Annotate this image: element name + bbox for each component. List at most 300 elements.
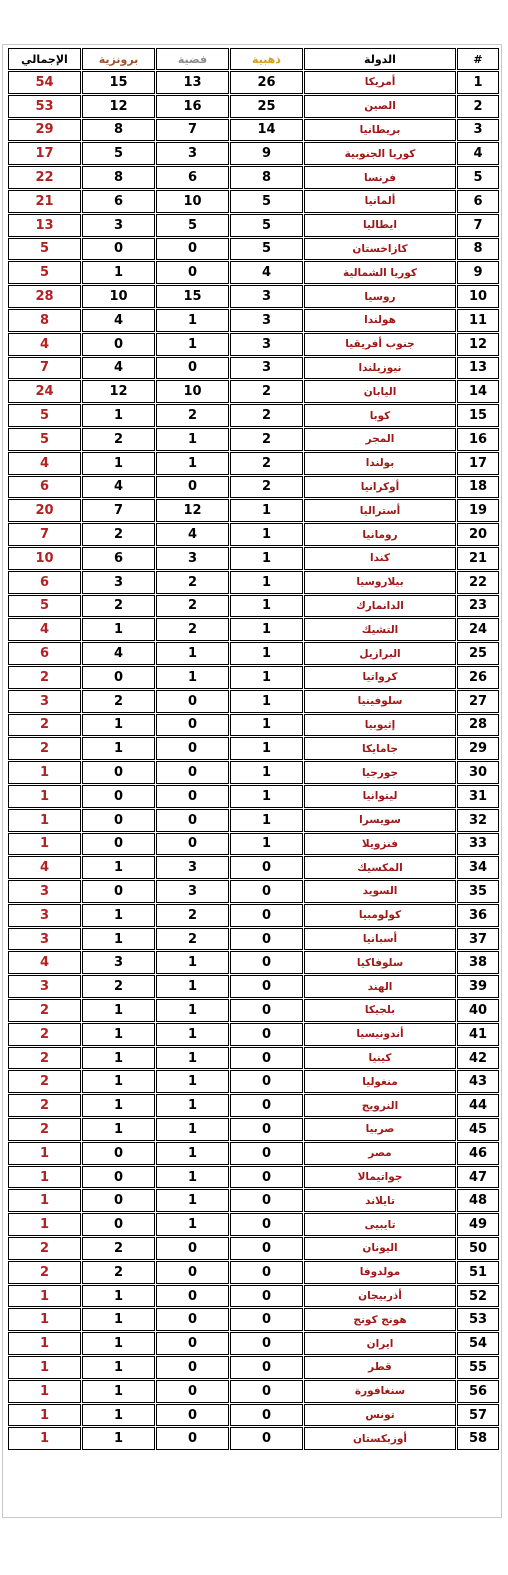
table-row bbox=[8, 1332, 499, 1355]
country-cell: هونج كونج bbox=[304, 1308, 456, 1331]
table-row bbox=[8, 1285, 499, 1308]
country-cell: بلجيكا bbox=[304, 999, 456, 1022]
silver-cell: 1 bbox=[156, 1142, 229, 1165]
bronze-cell: 0 bbox=[82, 761, 155, 784]
country-cell: ألمانيا bbox=[304, 190, 456, 213]
table-row bbox=[8, 214, 499, 237]
bronze-cell: 3 bbox=[82, 951, 155, 974]
rank-cell: 41 bbox=[457, 1023, 499, 1046]
rank-cell: 50 bbox=[457, 1237, 499, 1260]
country-cell: سنغافورة bbox=[304, 1380, 456, 1403]
table-row bbox=[8, 1261, 499, 1284]
gold-cell: 0 bbox=[230, 1332, 303, 1355]
rank-cell: 30 bbox=[457, 761, 499, 784]
silver-cell: 0 bbox=[156, 476, 229, 499]
total-cell: 2 bbox=[8, 737, 81, 760]
gold-cell: 5 bbox=[230, 238, 303, 261]
total-cell: 1 bbox=[8, 1427, 81, 1450]
silver-cell: 10 bbox=[156, 380, 229, 403]
country-cell: قطر bbox=[304, 1356, 456, 1379]
total-cell: 3 bbox=[8, 880, 81, 903]
gold-cell: 2 bbox=[230, 452, 303, 475]
gold-cell: 2 bbox=[230, 380, 303, 403]
silver-cell: 2 bbox=[156, 571, 229, 594]
country-cell: نيوزيلندا bbox=[304, 357, 456, 380]
bronze-cell: 4 bbox=[82, 357, 155, 380]
table-row bbox=[8, 238, 499, 261]
bronze-cell: 1 bbox=[82, 1404, 155, 1427]
rank-cell: 29 bbox=[457, 737, 499, 760]
medal-table bbox=[7, 47, 500, 1451]
country-cell: المجر bbox=[304, 428, 456, 451]
gold-cell: 25 bbox=[230, 95, 303, 118]
total-cell: 1 bbox=[8, 833, 81, 856]
bronze-cell: 1 bbox=[82, 999, 155, 1022]
country-cell: اليونان bbox=[304, 1237, 456, 1260]
rank-cell: 54 bbox=[457, 1332, 499, 1355]
gold-cell: 1 bbox=[230, 690, 303, 713]
gold-cell: 1 bbox=[230, 737, 303, 760]
table-row bbox=[8, 880, 499, 903]
rank-cell: 24 bbox=[457, 618, 499, 641]
table-row bbox=[8, 809, 499, 832]
rank-cell: 39 bbox=[457, 975, 499, 998]
gold-cell: 0 bbox=[230, 928, 303, 951]
total-cell: 24 bbox=[8, 380, 81, 403]
silver-cell: 1 bbox=[156, 951, 229, 974]
gold-cell: 9 bbox=[230, 142, 303, 165]
country-cell: أستراليا bbox=[304, 499, 456, 522]
total-cell: 1 bbox=[8, 1308, 81, 1331]
table-row bbox=[8, 975, 499, 998]
rank-cell: 34 bbox=[457, 856, 499, 879]
bronze-cell: 12 bbox=[82, 95, 155, 118]
table-row bbox=[8, 785, 499, 808]
country-cell: سويسرا bbox=[304, 809, 456, 832]
rank-cell: 57 bbox=[457, 1404, 499, 1427]
country-cell: أوزبكستان bbox=[304, 1427, 456, 1450]
country-cell: بريطانيا bbox=[304, 119, 456, 142]
total-cell: 5 bbox=[8, 261, 81, 284]
table-row bbox=[8, 690, 499, 713]
country-cell: أمريكا bbox=[304, 71, 456, 94]
rank-cell: 7 bbox=[457, 214, 499, 237]
table-row bbox=[8, 380, 499, 403]
total-cell: 21 bbox=[8, 190, 81, 213]
rank-cell: 1 bbox=[457, 71, 499, 94]
total-cell: 5 bbox=[8, 238, 81, 261]
gold-cell: 1 bbox=[230, 595, 303, 618]
country-cell: ايطاليا bbox=[304, 214, 456, 237]
gold-cell: 1 bbox=[230, 833, 303, 856]
header-country: الدولة bbox=[304, 48, 456, 70]
header-silver: فضية bbox=[156, 48, 229, 70]
table-row bbox=[8, 404, 499, 427]
total-cell: 2 bbox=[8, 1094, 81, 1117]
bronze-cell: 1 bbox=[82, 261, 155, 284]
bronze-cell: 1 bbox=[82, 714, 155, 737]
table-row bbox=[8, 904, 499, 927]
bronze-cell: 1 bbox=[82, 618, 155, 641]
rank-cell: 43 bbox=[457, 1070, 499, 1093]
total-cell: 1 bbox=[8, 1142, 81, 1165]
silver-cell: 0 bbox=[156, 833, 229, 856]
silver-cell: 1 bbox=[156, 666, 229, 689]
bronze-cell: 12 bbox=[82, 380, 155, 403]
silver-cell: 1 bbox=[156, 309, 229, 332]
silver-cell: 1 bbox=[156, 1166, 229, 1189]
bronze-cell: 1 bbox=[82, 1023, 155, 1046]
total-cell: 1 bbox=[8, 1285, 81, 1308]
bronze-cell: 1 bbox=[82, 1285, 155, 1308]
gold-cell: 0 bbox=[230, 1261, 303, 1284]
bronze-cell: 1 bbox=[82, 1118, 155, 1141]
total-cell: 20 bbox=[8, 499, 81, 522]
country-cell: روسيا bbox=[304, 285, 456, 308]
header-row bbox=[8, 48, 499, 70]
silver-cell: 13 bbox=[156, 71, 229, 94]
table-row bbox=[8, 1047, 499, 1070]
gold-cell: 0 bbox=[230, 1047, 303, 1070]
total-cell: 2 bbox=[8, 1070, 81, 1093]
country-cell: بيلاروسيا bbox=[304, 571, 456, 594]
table-row bbox=[8, 666, 499, 689]
total-cell: 22 bbox=[8, 166, 81, 189]
table-row bbox=[8, 166, 499, 189]
silver-cell: 1 bbox=[156, 1070, 229, 1093]
table-row bbox=[8, 1237, 499, 1260]
country-cell: صربيا bbox=[304, 1118, 456, 1141]
total-cell: 2 bbox=[8, 1023, 81, 1046]
total-cell: 3 bbox=[8, 928, 81, 951]
bronze-cell: 6 bbox=[82, 190, 155, 213]
gold-cell: 0 bbox=[230, 1166, 303, 1189]
gold-cell: 0 bbox=[230, 1308, 303, 1331]
country-cell: البرازيل bbox=[304, 642, 456, 665]
gold-cell: 4 bbox=[230, 261, 303, 284]
silver-cell: 3 bbox=[156, 142, 229, 165]
rank-cell: 25 bbox=[457, 642, 499, 665]
country-cell: اليابان bbox=[304, 380, 456, 403]
total-cell: 1 bbox=[8, 1380, 81, 1403]
bronze-cell: 1 bbox=[82, 1047, 155, 1070]
table-row bbox=[8, 1142, 499, 1165]
rank-cell: 13 bbox=[457, 357, 499, 380]
total-cell: 2 bbox=[8, 714, 81, 737]
header-total: الإجمالي bbox=[8, 48, 81, 70]
rank-cell: 40 bbox=[457, 999, 499, 1022]
bronze-cell: 0 bbox=[82, 785, 155, 808]
bronze-cell: 0 bbox=[82, 809, 155, 832]
gold-cell: 8 bbox=[230, 166, 303, 189]
gold-cell: 0 bbox=[230, 999, 303, 1022]
rank-cell: 58 bbox=[457, 1427, 499, 1450]
gold-cell: 1 bbox=[230, 666, 303, 689]
silver-cell: 0 bbox=[156, 809, 229, 832]
total-cell: 2 bbox=[8, 1047, 81, 1070]
total-cell: 4 bbox=[8, 856, 81, 879]
silver-cell: 0 bbox=[156, 1237, 229, 1260]
silver-cell: 2 bbox=[156, 618, 229, 641]
table-row bbox=[8, 428, 499, 451]
gold-cell: 0 bbox=[230, 975, 303, 998]
bronze-cell: 1 bbox=[82, 1427, 155, 1450]
silver-cell: 7 bbox=[156, 119, 229, 142]
gold-cell: 0 bbox=[230, 1070, 303, 1093]
table-row bbox=[8, 499, 499, 522]
bronze-cell: 4 bbox=[82, 309, 155, 332]
total-cell: 17 bbox=[8, 142, 81, 165]
country-cell: جامايكا bbox=[304, 737, 456, 760]
table-row bbox=[8, 595, 499, 618]
silver-cell: 1 bbox=[156, 1094, 229, 1117]
rank-cell: 31 bbox=[457, 785, 499, 808]
rank-cell: 44 bbox=[457, 1094, 499, 1117]
total-cell: 5 bbox=[8, 428, 81, 451]
bronze-cell: 0 bbox=[82, 833, 155, 856]
gold-cell: 1 bbox=[230, 761, 303, 784]
bronze-cell: 2 bbox=[82, 975, 155, 998]
rank-cell: 2 bbox=[457, 95, 499, 118]
silver-cell: 1 bbox=[156, 999, 229, 1022]
gold-cell: 2 bbox=[230, 476, 303, 499]
table-row bbox=[8, 571, 499, 594]
gold-cell: 1 bbox=[230, 547, 303, 570]
table-row bbox=[8, 452, 499, 475]
rank-cell: 53 bbox=[457, 1308, 499, 1331]
country-cell: جنوب أفريقيا bbox=[304, 333, 456, 356]
bronze-cell: 0 bbox=[82, 1166, 155, 1189]
total-cell: 4 bbox=[8, 333, 81, 356]
rank-cell: 4 bbox=[457, 142, 499, 165]
table-row bbox=[8, 1070, 499, 1093]
country-cell: كازاخستان bbox=[304, 238, 456, 261]
country-cell: التشيك bbox=[304, 618, 456, 641]
total-cell: 1 bbox=[8, 1356, 81, 1379]
rank-cell: 26 bbox=[457, 666, 499, 689]
table-row bbox=[8, 285, 499, 308]
table-row bbox=[8, 833, 499, 856]
table-row bbox=[8, 1094, 499, 1117]
gold-cell: 3 bbox=[230, 285, 303, 308]
bronze-cell: 15 bbox=[82, 71, 155, 94]
rank-cell: 37 bbox=[457, 928, 499, 951]
bronze-cell: 1 bbox=[82, 737, 155, 760]
table-row bbox=[8, 999, 499, 1022]
country-cell: الدانمارك bbox=[304, 595, 456, 618]
silver-cell: 0 bbox=[156, 1332, 229, 1355]
rank-cell: 33 bbox=[457, 833, 499, 856]
country-cell: سلوفاكيا bbox=[304, 951, 456, 974]
gold-cell: 2 bbox=[230, 404, 303, 427]
bronze-cell: 0 bbox=[82, 1213, 155, 1236]
table-row bbox=[8, 1380, 499, 1403]
table-row bbox=[8, 737, 499, 760]
rank-cell: 8 bbox=[457, 238, 499, 261]
table-row bbox=[8, 1166, 499, 1189]
country-cell: مولدوفا bbox=[304, 1261, 456, 1284]
gold-cell: 1 bbox=[230, 523, 303, 546]
total-cell: 1 bbox=[8, 809, 81, 832]
gold-cell: 1 bbox=[230, 618, 303, 641]
rank-cell: 27 bbox=[457, 690, 499, 713]
gold-cell: 1 bbox=[230, 809, 303, 832]
table-row bbox=[8, 714, 499, 737]
rank-cell: 16 bbox=[457, 428, 499, 451]
table-row bbox=[8, 1356, 499, 1379]
silver-cell: 1 bbox=[156, 428, 229, 451]
bronze-cell: 2 bbox=[82, 428, 155, 451]
total-cell: 2 bbox=[8, 1237, 81, 1260]
silver-cell: 0 bbox=[156, 1404, 229, 1427]
table-row bbox=[8, 856, 499, 879]
total-cell: 4 bbox=[8, 951, 81, 974]
total-cell: 6 bbox=[8, 571, 81, 594]
total-cell: 10 bbox=[8, 547, 81, 570]
bronze-cell: 1 bbox=[82, 452, 155, 475]
total-cell: 6 bbox=[8, 476, 81, 499]
silver-cell: 0 bbox=[156, 690, 229, 713]
total-cell: 13 bbox=[8, 214, 81, 237]
rank-cell: 10 bbox=[457, 285, 499, 308]
table-row bbox=[8, 1118, 499, 1141]
gold-cell: 26 bbox=[230, 71, 303, 94]
country-cell: النرويج bbox=[304, 1094, 456, 1117]
gold-cell: 2 bbox=[230, 428, 303, 451]
gold-cell: 1 bbox=[230, 642, 303, 665]
rank-cell: 20 bbox=[457, 523, 499, 546]
bronze-cell: 1 bbox=[82, 1332, 155, 1355]
silver-cell: 0 bbox=[156, 785, 229, 808]
rank-cell: 55 bbox=[457, 1356, 499, 1379]
bronze-cell: 3 bbox=[82, 214, 155, 237]
rank-cell: 35 bbox=[457, 880, 499, 903]
total-cell: 3 bbox=[8, 904, 81, 927]
country-cell: جورجيا bbox=[304, 761, 456, 784]
silver-cell: 2 bbox=[156, 928, 229, 951]
gold-cell: 0 bbox=[230, 1427, 303, 1450]
gold-cell: 0 bbox=[230, 1213, 303, 1236]
total-cell: 6 bbox=[8, 642, 81, 665]
total-cell: 29 bbox=[8, 119, 81, 142]
silver-cell: 0 bbox=[156, 1285, 229, 1308]
country-cell: منغوليا bbox=[304, 1070, 456, 1093]
country-cell: تايبيى bbox=[304, 1213, 456, 1236]
country-cell: كوريا الشمالية bbox=[304, 261, 456, 284]
total-cell: 2 bbox=[8, 666, 81, 689]
gold-cell: 3 bbox=[230, 357, 303, 380]
country-cell: ايران bbox=[304, 1332, 456, 1355]
table-row bbox=[8, 951, 499, 974]
bronze-cell: 1 bbox=[82, 1356, 155, 1379]
table-row bbox=[8, 928, 499, 951]
bronze-cell: 2 bbox=[82, 1237, 155, 1260]
gold-cell: 0 bbox=[230, 1142, 303, 1165]
bronze-cell: 8 bbox=[82, 119, 155, 142]
table-row bbox=[8, 1213, 499, 1236]
silver-cell: 10 bbox=[156, 190, 229, 213]
rank-cell: 21 bbox=[457, 547, 499, 570]
country-cell: كرواتيا bbox=[304, 666, 456, 689]
rank-cell: 38 bbox=[457, 951, 499, 974]
gold-cell: 0 bbox=[230, 1237, 303, 1260]
country-cell: كينيا bbox=[304, 1047, 456, 1070]
silver-cell: 1 bbox=[156, 1189, 229, 1212]
silver-cell: 0 bbox=[156, 714, 229, 737]
rank-cell: 49 bbox=[457, 1213, 499, 1236]
country-cell: هولندا bbox=[304, 309, 456, 332]
country-cell: الصين bbox=[304, 95, 456, 118]
country-cell: أوكرانيا bbox=[304, 476, 456, 499]
table-row bbox=[8, 476, 499, 499]
country-cell: السويد bbox=[304, 880, 456, 903]
bronze-cell: 5 bbox=[82, 142, 155, 165]
total-cell: 7 bbox=[8, 357, 81, 380]
silver-cell: 1 bbox=[156, 1118, 229, 1141]
silver-cell: 1 bbox=[156, 1023, 229, 1046]
country-cell: إثيوبيا bbox=[304, 714, 456, 737]
table-row bbox=[8, 261, 499, 284]
country-cell: الهند bbox=[304, 975, 456, 998]
table-row bbox=[8, 547, 499, 570]
gold-cell: 5 bbox=[230, 214, 303, 237]
bronze-cell: 6 bbox=[82, 547, 155, 570]
bronze-cell: 1 bbox=[82, 1308, 155, 1331]
silver-cell: 2 bbox=[156, 404, 229, 427]
rank-cell: 45 bbox=[457, 1118, 499, 1141]
silver-cell: 0 bbox=[156, 737, 229, 760]
silver-cell: 3 bbox=[156, 880, 229, 903]
bronze-cell: 1 bbox=[82, 1380, 155, 1403]
table-row bbox=[8, 642, 499, 665]
country-cell: أسبانيا bbox=[304, 928, 456, 951]
bronze-cell: 10 bbox=[82, 285, 155, 308]
table-row bbox=[8, 1308, 499, 1331]
gold-cell: 0 bbox=[230, 951, 303, 974]
gold-cell: 0 bbox=[230, 1356, 303, 1379]
bronze-cell: 0 bbox=[82, 1142, 155, 1165]
bronze-cell: 1 bbox=[82, 856, 155, 879]
total-cell: 53 bbox=[8, 95, 81, 118]
gold-cell: 0 bbox=[230, 1189, 303, 1212]
total-cell: 1 bbox=[8, 1189, 81, 1212]
silver-cell: 0 bbox=[156, 238, 229, 261]
bronze-cell: 8 bbox=[82, 166, 155, 189]
rank-cell: 47 bbox=[457, 1166, 499, 1189]
header-rank: # bbox=[457, 48, 499, 70]
total-cell: 1 bbox=[8, 1404, 81, 1427]
rank-cell: 32 bbox=[457, 809, 499, 832]
gold-cell: 0 bbox=[230, 1023, 303, 1046]
silver-cell: 0 bbox=[156, 1308, 229, 1331]
table-row bbox=[8, 618, 499, 641]
bronze-cell: 0 bbox=[82, 1189, 155, 1212]
bronze-cell: 1 bbox=[82, 1070, 155, 1093]
silver-cell: 1 bbox=[156, 1213, 229, 1236]
gold-cell: 0 bbox=[230, 904, 303, 927]
country-cell: أذربيجان bbox=[304, 1285, 456, 1308]
rank-cell: 23 bbox=[457, 595, 499, 618]
rank-cell: 36 bbox=[457, 904, 499, 927]
total-cell: 28 bbox=[8, 285, 81, 308]
table-row bbox=[8, 142, 499, 165]
table-row bbox=[8, 95, 499, 118]
silver-cell: 6 bbox=[156, 166, 229, 189]
table-row bbox=[8, 357, 499, 380]
rank-cell: 42 bbox=[457, 1047, 499, 1070]
silver-cell: 1 bbox=[156, 642, 229, 665]
country-cell: تونس bbox=[304, 1404, 456, 1427]
